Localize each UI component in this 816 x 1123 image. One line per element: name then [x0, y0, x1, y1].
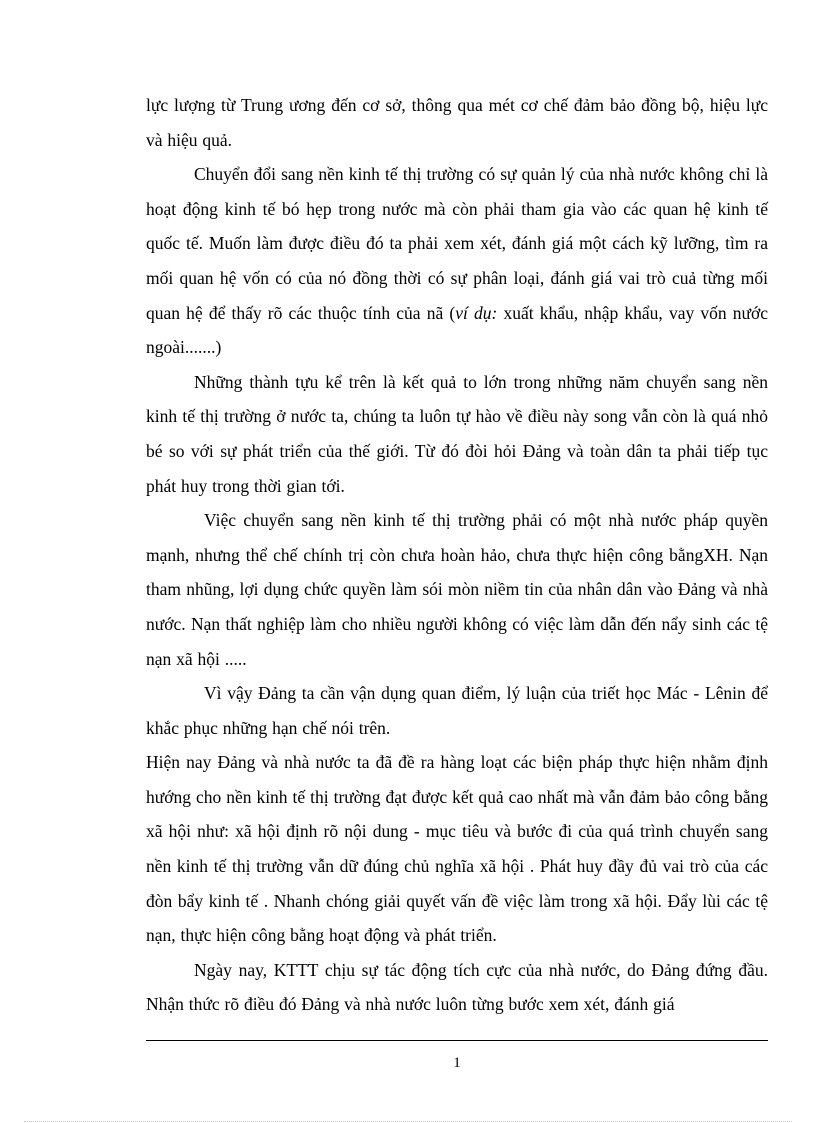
paragraph-2-italic-example: ví dụ:	[455, 302, 498, 323]
paragraph-7	[146, 953, 768, 1022]
paragraph-4	[146, 503, 768, 676]
paragraph-2-text: Chuyển đổi sang nền kinh tế thị trường có sự quản lý của nhà nước không chỉ là hoạt động kinh tế bó hẹp trong nước mà còn phải tham gia vào các quan hệ kinh tế quốc tế. Muốn làm được điều đó ta phải xem xét, đánh giá một cách kỹ lưỡng, tìm ra mối quan hệ vốn có của nó đồng thời có sự phân loại, đánh giá vai trò cuả từng mối quan hệ để thấy rõ các thuộc tính của nã (	[146, 164, 768, 323]
page-number: 1	[453, 1055, 461, 1071]
paragraph-6-text: Hiện nay Đảng và nhà nước ta đã đề ra hàng loạt các biện pháp thực hiện nhằm định hướng cho nền kinh tế thị trường đạt được kết quả cao nhất mà vẫn đảm bảo công bằng xã hội như: xã hội định rõ nội dung - mục tiêu và bước đi của quá trình chuyển sang nền kinh tế thị trường vẫn dữ đúng chủ nghĩa xã hội . Phát huy đầy đủ vai trò của các đòn bẩy kinh tế . Nhanh chóng giải quyết vấn đề việc làm trong xã hội. Đẩy lùi các tệ nạn, thực hiện công bằng hoạt động và phát triển.	[146, 752, 768, 946]
paragraph-3-text: Những thành tựu kể trên là kết quả to lớn trong những năm chuyển sang nền kinh tế thị trường ở nước ta, chúng ta luôn tự hào về điều này song vẫn còn là quá nhỏ bé so với sự phát triển của thế giới. Từ đó đòi hỏi Đảng và toàn dân ta phải tiếp tục phát huy trong thời gian tới.	[146, 371, 768, 496]
footer-divider	[146, 1040, 768, 1041]
paragraph-2	[146, 157, 768, 365]
paragraph-1	[146, 88, 768, 157]
paragraph-7-text: Ngày nay, KTTT chịu sự tác động tích cực của nhà nước, do Đảng đứng đầu. Nhận thức rõ điều đó Đảng và nhà nước luôn từng bước xem xét, đánh giá	[146, 959, 768, 1015]
page-bottom-edge	[24, 1121, 792, 1122]
paragraph-1-text: lực lượng từ Trung ương đến cơ sở, thông qua mét cơ chế đảm bảo đồng bộ, hiệu lực và hiệu quả.	[146, 95, 768, 150]
paragraph-3	[146, 365, 768, 503]
paragraph-5	[146, 676, 768, 745]
page-body	[146, 88, 768, 1022]
paragraph-2-text-tail: xuất khẩu, nhập khẩu, vay vốn nước ngoài.......)	[146, 302, 768, 358]
paragraph-6	[146, 745, 768, 953]
paragraph-4-text: Việc chuyển sang nền kinh tế thị trường phải có một nhà nước pháp quyền mạnh, nhưng thể chế chính trị còn chưa hoàn hảo, chưa thực hiện công bằngXH. Nạn tham nhũng, lợi dụng chức quyền làm sói mòn niềm tin của nhân dân vào Đảng và nhà nước. Nạn thất nghiệp làm cho nhiều người không có việc làm dẫn đến nẩy sinh các tệ nạn xã hội .....	[146, 510, 768, 669]
paragraph-5-text: Vì vậy Đảng ta cần vận dụng quan điểm, lý luận của triết học Mác - Lênin để khắc phục những hạn chế nói trên.	[146, 683, 768, 738]
